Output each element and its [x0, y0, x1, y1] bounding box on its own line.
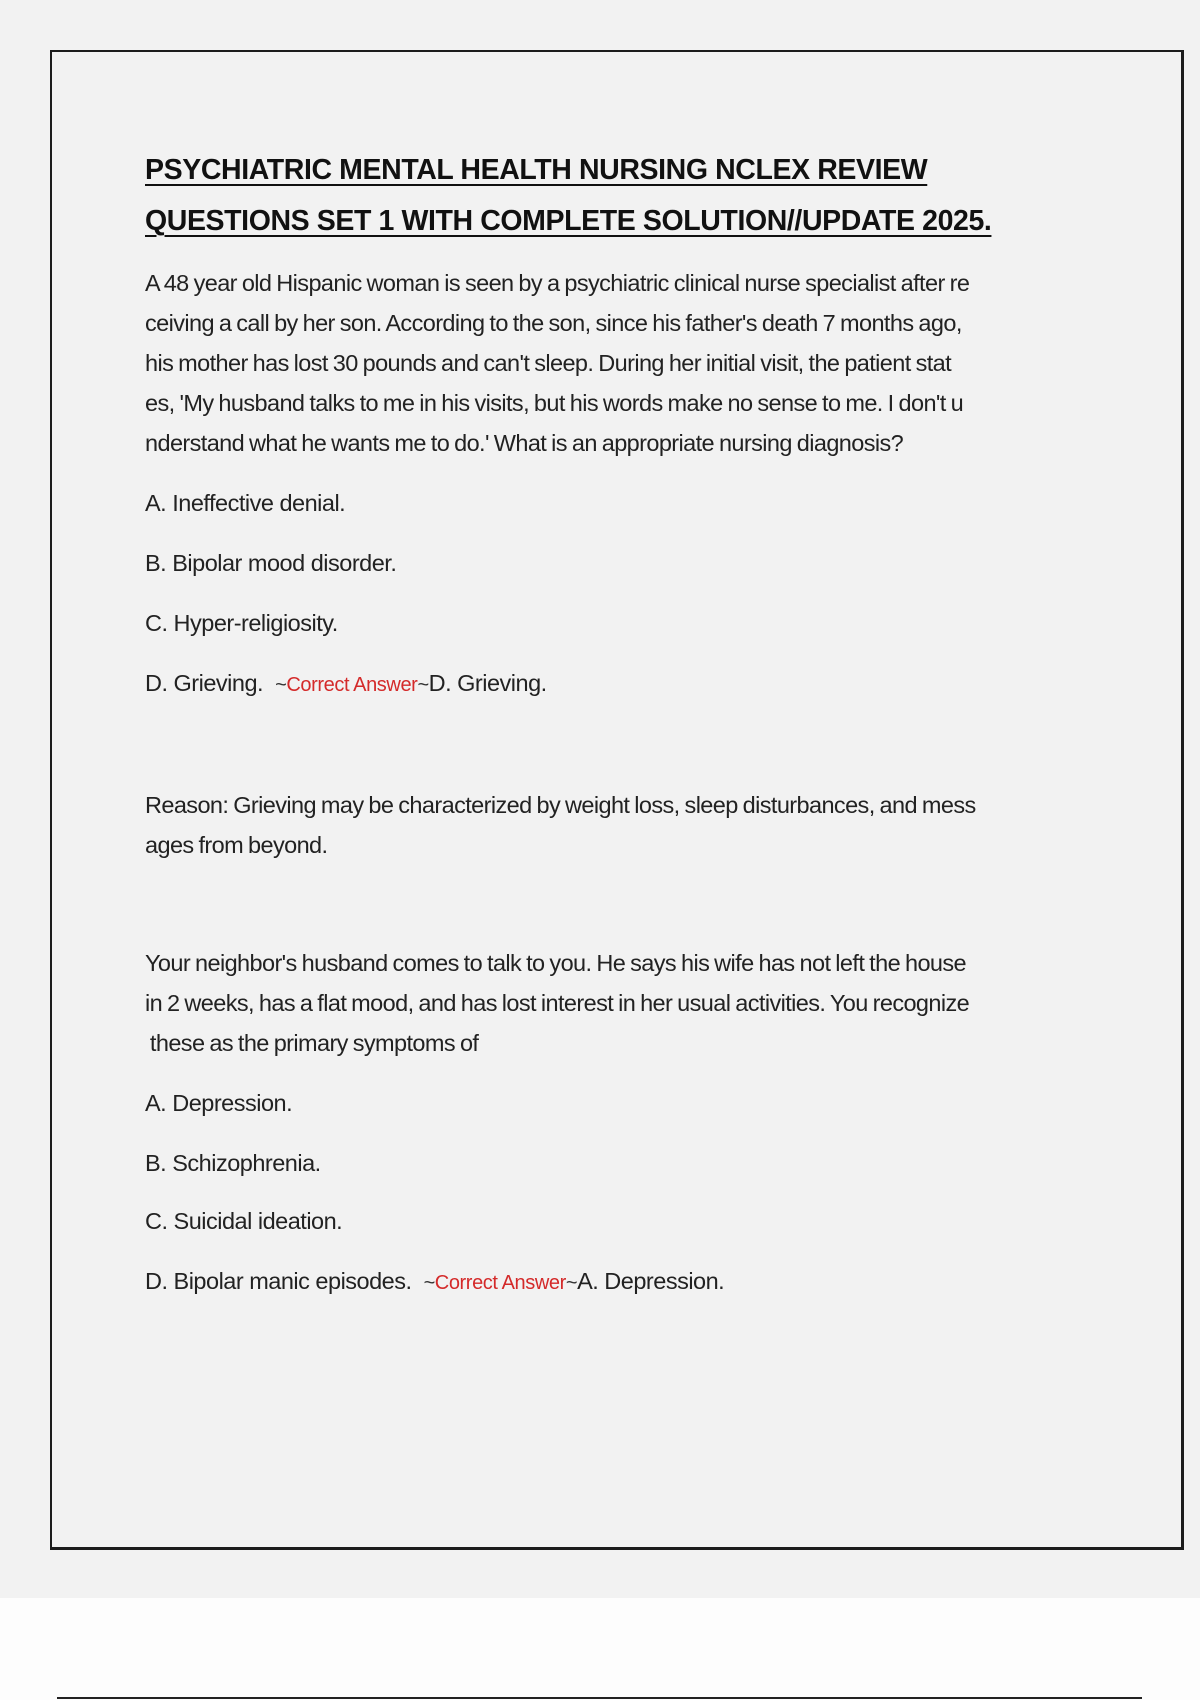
stem-line: in 2 weeks, has a flat mood, and has lost interest in her usual activities. You recognize [145, 990, 970, 1016]
tilde-separator: ~ [565, 1272, 578, 1294]
title-line-1: PSYCHIATRIC MENTAL HEALTH NURSING NCLEX REVIEW [145, 154, 928, 186]
question-stem [145, 263, 1090, 463]
answer-options [145, 1083, 1090, 1303]
title-line-2: QUESTIONS SET 1 WITH COMPLETE SOLUTION//UPDATE 2025. [145, 205, 992, 237]
correct-answer-value: A. Depression. [577, 1268, 725, 1294]
option-a: A. Depression. [145, 1090, 293, 1116]
reason-line: ages from beyond. [145, 832, 328, 858]
next-page-top-rule [57, 1697, 1142, 1699]
stem-line: es, 'My husband talks to me in his visits, but his words make no sense to me. I don't u [145, 390, 964, 416]
option-c: C. Hyper-religiosity. [145, 610, 338, 636]
option-b: B. Schizophrenia. [145, 1150, 321, 1176]
option-a: A. Ineffective denial. [145, 490, 346, 516]
stem-line: Your neighbor's husband comes to talk to you. He says his wife has not left the house [145, 950, 967, 976]
option-d-with-answer [145, 663, 1090, 705]
answer-options [145, 483, 1090, 705]
stem-line: nderstand what he wants me to do.' What is an appropriate nursing diagnosis? [145, 430, 904, 456]
correct-answer-value: D. Grieving. [428, 670, 547, 696]
document-content [145, 145, 1090, 1303]
question-2 [145, 943, 1090, 1303]
reason [145, 785, 1090, 865]
stem-line: A 48 year old Hispanic woman is seen by a psychiatric clinical nurse specialist after re [145, 270, 970, 296]
reason-line: Reason: Grieving may be characterized by weight loss, sleep disturbances, and mess [145, 792, 976, 818]
option-b: B. Bipolar mood disorder. [145, 550, 397, 576]
option-c: C. Suicidal ideation. [145, 1208, 343, 1234]
stem-line: ceiving a call by her son. According to the son, since his father's death 7 months ago, [145, 310, 962, 336]
stem-line: his mother has lost 30 pounds and can't sleep. During her initial visit, the patient stat [145, 350, 952, 376]
document-title [145, 145, 1090, 247]
question-1 [145, 263, 1090, 865]
option-d: D. Grieving. [145, 670, 264, 696]
option-d-with-answer [145, 1261, 1090, 1303]
tilde-separator: ~ [275, 674, 287, 696]
option-d: D. Bipolar manic episodes. [145, 1268, 412, 1294]
stem-line: these as the primary symptoms of [145, 1030, 479, 1056]
tilde-separator: ~ [417, 674, 429, 696]
correct-answer-label: Correct Answer [286, 674, 418, 696]
question-stem [145, 943, 1090, 1063]
correct-answer-label: Correct Answer [434, 1272, 566, 1294]
tilde-separator: ~ [423, 1272, 435, 1294]
